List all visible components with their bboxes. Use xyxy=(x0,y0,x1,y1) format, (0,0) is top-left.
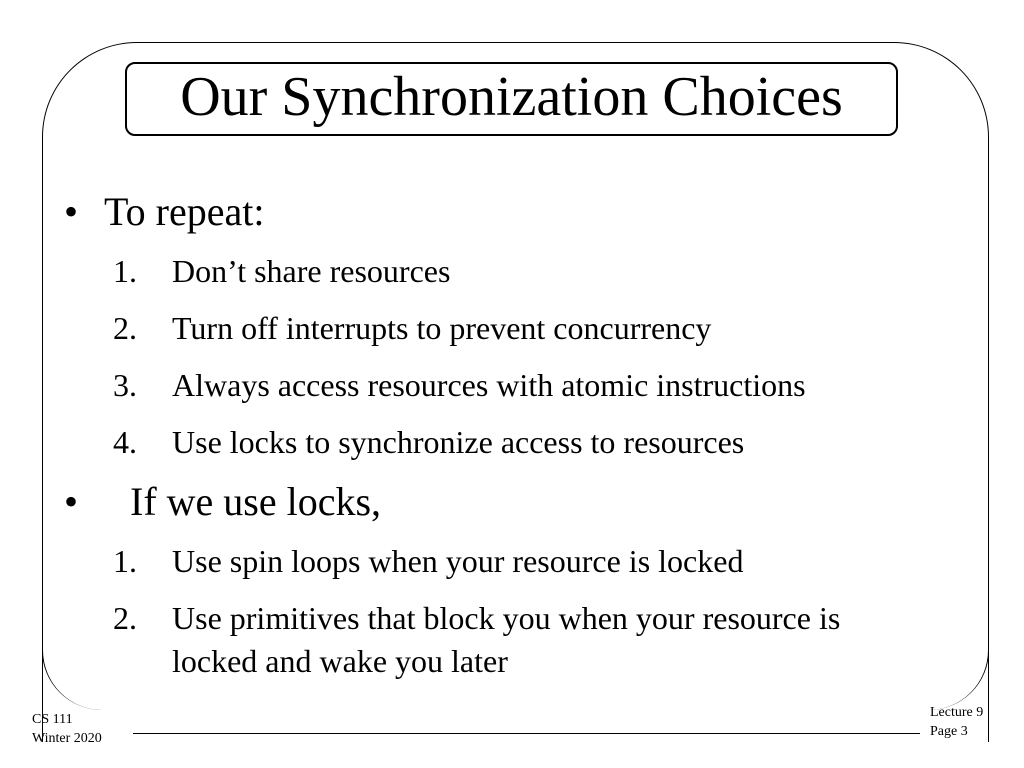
list-number: 3. xyxy=(113,367,137,403)
list-item xyxy=(113,540,980,583)
list-text: Don’t share resources xyxy=(172,253,451,289)
bullet-marker: • xyxy=(64,479,79,524)
footer-course: CS 111 xyxy=(32,712,73,727)
list-number: 2. xyxy=(113,600,137,636)
footer-term: Winter 2020 xyxy=(32,731,102,746)
list-item xyxy=(113,597,980,683)
slide-title-box xyxy=(125,62,898,136)
list-number: 1. xyxy=(113,543,137,579)
bullet-if-we-use-locks xyxy=(60,478,980,526)
list-text: Use locks to synchronize access to resources xyxy=(172,424,745,460)
list-item xyxy=(113,307,980,350)
bullet-text: To repeat: xyxy=(104,189,265,234)
footer-page: Page 3 xyxy=(930,724,968,739)
footer-page-info xyxy=(930,703,983,741)
list-item xyxy=(113,421,980,464)
list-item xyxy=(113,250,980,293)
footer-rule xyxy=(133,733,920,734)
list-number: 4. xyxy=(113,424,137,460)
bullet-text: If we use locks, xyxy=(130,479,382,524)
slide-title: Our Synchronization Choices xyxy=(180,66,843,128)
list-item xyxy=(113,364,980,407)
list-number: 1. xyxy=(113,253,137,289)
slide-content xyxy=(60,188,980,683)
footer-lecture: Lecture 9 xyxy=(930,705,984,720)
bullet-to-repeat xyxy=(60,188,980,236)
list-number: 2. xyxy=(113,310,137,346)
footer-course-info xyxy=(32,710,102,748)
list-text: Use primitives that block you when your resource is locked and wake you later xyxy=(172,600,841,679)
list-text: Always access resources with atomic instructions xyxy=(172,367,806,403)
list-text: Use spin loops when your resource is locked xyxy=(172,543,744,579)
bullet-marker: • xyxy=(64,189,79,234)
list-text: Turn off interrupts to prevent concurrency xyxy=(172,310,712,346)
